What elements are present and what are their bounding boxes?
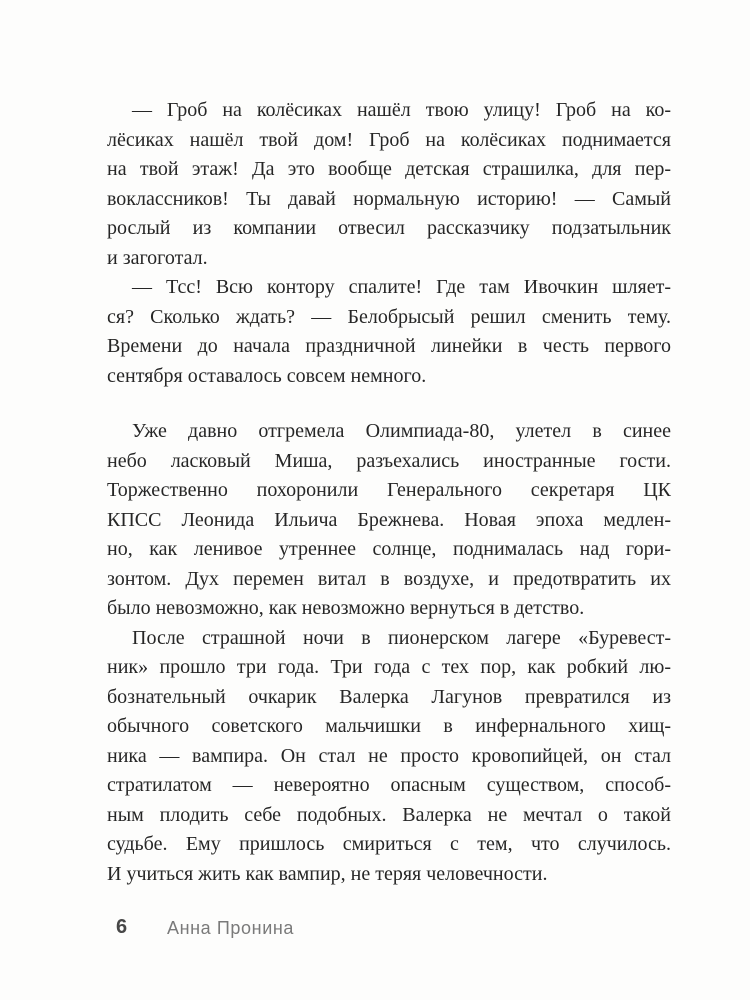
text-line: но, как ленивое утреннее солнце, поднималась над гори-: [107, 538, 671, 560]
paragraph: [107, 273, 671, 391]
text-line: воклассников! Ты давай нормальную историю! — Самый: [107, 187, 671, 210]
text-line: сентября оставалось совсем немного.: [107, 364, 427, 387]
text-line: ным плодить себе подобных. Валерка не мечтал о такой: [107, 803, 671, 826]
text-line: лёсиках нашёл твой дом! Гроб на колёсиках поднимается: [107, 128, 671, 151]
text-line: зонтом. Дух перемен витал в воздухе, и предотвратить их: [107, 567, 671, 590]
text-line: И учиться жить как вампир, не теряя человечности.: [107, 862, 548, 885]
text-line: стратилатом — невероятно опасным существом, способ-: [107, 774, 671, 796]
text-line: Торжественно похоронили Генерального секретаря ЦК: [107, 479, 671, 501]
text-line: бознательный очкарик Валерка Лагунов превратился из: [107, 685, 671, 708]
text-line: Уже давно отгремела Олимпиада-80, улетел в синее: [132, 420, 671, 442]
text-line: ник» прошло три года. Три года с тех пор, как робкий лю-: [107, 656, 671, 678]
body-text: [107, 96, 671, 889]
text-line: КПСС Леонида Ильича Брежнева. Новая эпоха медлен-: [107, 508, 671, 531]
footer-author: Анна Пронина: [167, 918, 295, 938]
text-line: было невозможно, как невозможно вернуться в детство.: [107, 597, 585, 619]
text-line: ника — вампира. Он стал не просто кровопийцей, он стал: [107, 744, 671, 767]
page-footer: [107, 916, 671, 944]
page-number: 6: [116, 916, 128, 938]
text-line: и загоготал.: [107, 246, 208, 269]
text-line: на твой этаж! Да это вообще детская страшилка, для пер-: [107, 158, 671, 180]
text-line: рослый из компании отвесил рассказчику подзатыльник: [107, 217, 671, 239]
text-line: Времени до начала праздничной линейки в честь первого: [107, 335, 671, 357]
text-line: судьбе. Ему пришлось смириться с тем, что случилось.: [107, 833, 671, 855]
text-line: ся? Сколько ждать? — Белобрысый решил сменить тему.: [107, 305, 671, 328]
text-line: После страшной ночи в пионерском лагере «Буревест-: [132, 626, 671, 649]
text-line: обычного советского мальчишки в инфернального хищ-: [107, 715, 671, 737]
text-line: — Гроб на колёсиках нашёл твою улицу! Гроб на ко-: [132, 99, 671, 121]
paragraph: [107, 417, 671, 624]
text-line: — Тсс! Всю контору спалите! Где там Ивочкин шляет-: [132, 276, 671, 298]
paragraph: [107, 624, 671, 890]
text-line: небо ласковый Миша, разъехались иностранные гости.: [107, 449, 671, 472]
paragraph: [107, 96, 671, 273]
